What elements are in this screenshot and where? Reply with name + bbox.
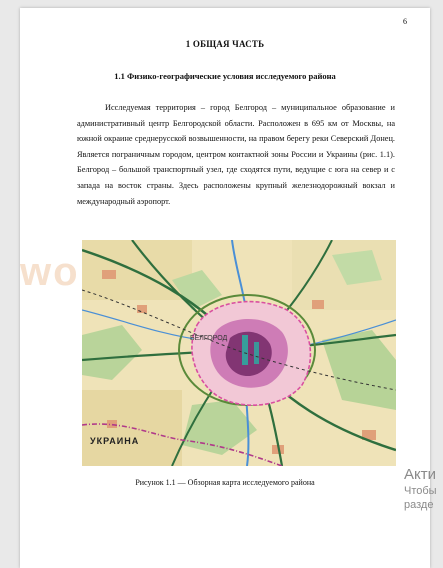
map-label-ukraine: УКРАИНА <box>90 436 140 446</box>
page-number: 6 <box>403 17 407 26</box>
body-paragraph: Исследуемая территория – город Белгород – муниципальное образование и административный центр Белгородской области. Расположен в 695 км от Москвы, на южной окраине среднерусской возвышенности, на правом берегу реки Северский Донец. Является пограничным городом, центром контактной зоны России и Украины (рис. 1.1). Белгород – большой транспортный узел, где сходятся пути, ведущие с юга на север и с запада на восток страны. Здесь расположены крупный железнодорожный вокзал и международный аэропорт. <box>77 103 395 206</box>
document-page <box>20 8 430 568</box>
overview-map <box>82 240 396 466</box>
map-graphic <box>82 240 396 466</box>
section-title: 1 ОБЩАЯ ЧАСТЬ <box>185 39 265 49</box>
activation-line-1: Акти <box>404 466 436 483</box>
activation-line-2: Чтобы <box>404 485 437 497</box>
watermark: wo <box>20 250 80 294</box>
subsection-title: 1.1 Физико-географические условия исследуемого района <box>114 71 336 81</box>
activation-line-3: разде <box>404 499 434 511</box>
figure-caption: Рисунок 1.1 — Обзорная карта исследуемого района <box>135 478 315 487</box>
windows-activation-notice <box>404 466 437 511</box>
map-label-belgorod: БЕЛГОРОД <box>190 335 228 342</box>
